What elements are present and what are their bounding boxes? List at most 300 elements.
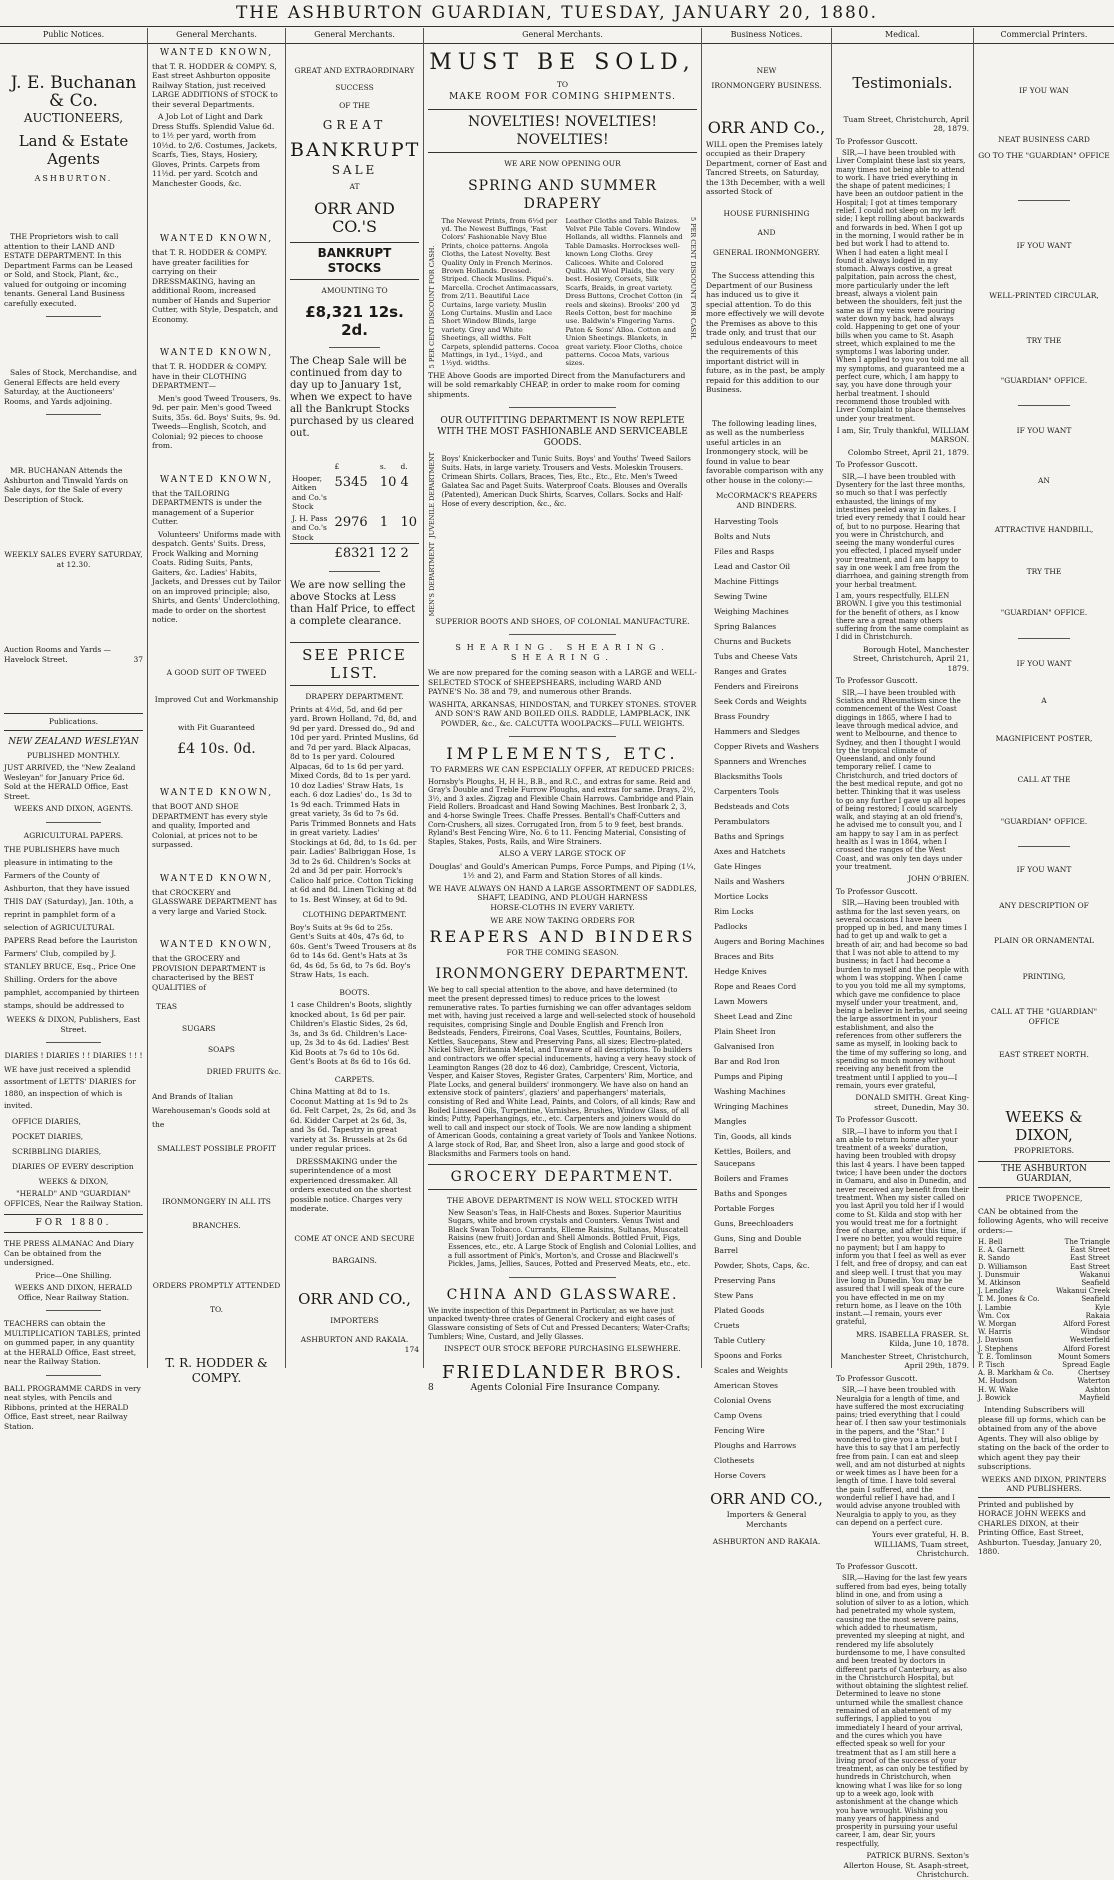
notice-signature: WEEKS & DIXON,	[38, 1176, 109, 1186]
list-item: Preserving Pans	[714, 1276, 776, 1285]
ad-text: We are now prepared for the coming season with a LARGE and WELL-SELECTED STOCK of SHEEPSHEARS, including WARD AND PAYNE'S No. 38 and 79, and numerous other Brands.	[428, 668, 697, 697]
testimonial-address: Manchester Street, Christchurch, April 29th, 1879.	[840, 1351, 969, 1371]
ad-text: that the GROCERY and PROVISION DEPARTMENT is characterised by the BEST QUALITIES of	[152, 954, 266, 992]
agent-row	[978, 1271, 1110, 1279]
list-item: Plated Goods	[714, 1306, 765, 1315]
list-item: Padlocks	[714, 922, 748, 931]
section-heading: FOR 1880.	[4, 1214, 143, 1233]
agent-place: The Triangle	[1064, 1238, 1110, 1246]
ad-headline: BANKRUPT	[290, 139, 421, 161]
agent-row	[978, 1345, 1110, 1353]
ad-heading: WANTED KNOWN,	[159, 940, 274, 950]
list-item: Mortice Locks	[714, 892, 769, 901]
agent-row	[978, 1312, 1110, 1320]
agent-name: P. Tisch	[978, 1361, 1005, 1370]
list-item: Spanners and Wrenches	[714, 757, 807, 766]
list-item: Bar and Rod Iron	[714, 1057, 780, 1066]
list-item: Carpenters Tools	[714, 787, 779, 796]
list-item: Gate Hinges	[714, 862, 762, 871]
advertiser-place: ASHBURTON.	[34, 173, 113, 183]
ad-line: IF YOU WANT	[1016, 865, 1072, 874]
ad-headline: NOVELTIES! NOVELTIES! NOVELTIES!	[428, 109, 697, 153]
agent-row	[978, 1353, 1110, 1361]
ad-headline: REAPERS AND BINDERS	[429, 926, 696, 946]
list-item: Ploughs and Harrows	[714, 1441, 797, 1450]
ad-headline: CHINA AND GLASSWARE.	[446, 1286, 679, 1303]
ad-line: SALE	[331, 163, 378, 177]
ad-text: DRESSMAKING under the superintendence of a most experienced dressmaker. All orders executed on the shortest possible notice. Charges very moderate.	[290, 1156, 412, 1213]
ad-text: And Brands of Italian Warehouseman's Goods sold at the	[152, 1092, 271, 1129]
testimonial-recipient: To Professor Guscott.	[836, 1561, 918, 1571]
list-item: Spoons and Forks	[714, 1351, 782, 1360]
agent-place: Rakaia	[1085, 1311, 1110, 1320]
ad-line: SUGARS	[182, 1023, 216, 1033]
ad-line: ASHBURTON AND RAKAIA.	[712, 1537, 821, 1546]
list-item: Rope and Reaes Cord	[714, 982, 797, 991]
agent-place: Alford Forest	[1063, 1344, 1110, 1353]
table-row: Hooper, Aitken and Co.'s Stock 5345 10 4	[292, 473, 409, 511]
ad-line: IF YOU WANT	[1016, 241, 1072, 250]
ad-firm: ORR AND CO.,	[298, 1289, 411, 1308]
ad-line: PLAIN OR ORNAMENTAL	[993, 936, 1094, 945]
list-item: Kettles, Boilers, and Saucepans	[714, 1147, 791, 1168]
list-item: Tubs and Cheese Vats	[714, 652, 798, 661]
ad-headline: IRONMONGERY DEPARTMENT.	[435, 966, 690, 983]
ad-text: WILL open the Premises lately occupied as their Drapery Department, corner of East and Tancred Streets, on Saturday, the 13th December, with a well assorted Stock of	[706, 139, 827, 196]
agent-place: Kyle	[1094, 1303, 1110, 1312]
section-heading: DRAPERY DEPARTMENT.	[305, 692, 404, 701]
ad-text: Hornsby's Ploughs, H, H H., B.B., and R.C., and extras for same. Reid and Gray's Double and Treble Furrow Ploughs, and extras for same. Drays, 2½, 3½, and 3 axles. Zigzag and Flexible Chain Harrows. Cambridge and Plain Field Rollers. Broadcast and Hand Sowing Machines. Best Ironbark 2, 3, and 4-horse Swingle Trees. Chaffe Presses. Bentall's Chaff-Cutters and Corn-Crushers, all sizes. Corrugated Iron, from 5 to 9 feet, best brands. Ryland's Best Fencing Wire, No. 6 to 11. Fencing Material, Consisting of Staples, Stakes, Posts, Rails, and Wire Strainers.	[428, 777, 696, 846]
ad-line: WE ARE NOW OPENING OUR	[504, 159, 621, 168]
agent-place: Windsor	[1080, 1328, 1110, 1337]
ad-text: We beg to call special attention to the above, and have determined (to meet the present depressed times) to reduce prices to the lowest remunerative rates. To parties furnishing we can offer advantages seldom met with, having just received a large and well-selected stock of household requisites, comprising Single and Double English and French Iron Bedsteads, Fenders, Fireirons, Coal Vases, Scuttles, Fountains, Boilers, Kettles, Saucepans, Stew and Preserving Pans, all sizes; Electro-plated, Nickel Silver, Britannia Metal, and Tinware of all descriptions. To builders and contractors we offer special inducements, having a very heavy stock of Leamington Ranges (28 doz to 46 doz), Cambridge, Crescent, Victoria, Vesper, and Kaiser Stoves, Register Grates, Carpenters' Rim, Mortice, and Plate Locks, and general builders' ironmongery. We have also on hand an extensive stock of painters', glaziers' and paperhangers' materials, consisting of Red and White Lead, Paints, and Colors, of all kinds; Raw and Boiled Linseed Oils, Turpentine, Varnishes, Brushes, Window Glass, of all kinds; Putty, Paperhangings, etc., etc. Carpenters and joiners would do well to call and inspect our stock of Tools. We are now landing a shipment of American Goods, containing a great variety of Tools and Yankee Notions. A large stock of Rod, Bar, and Sheet Iron, also a large and good stock of Blacksmiths and Farmers tools on hand.	[428, 986, 697, 1158]
agent-place: Wakanui	[1079, 1270, 1110, 1279]
column-general-merchants-2	[286, 28, 424, 1368]
ad-headline: OUR OUTFITTING DEPARTMENT IS NOW REPLETE WITH THE MOST FASHIONABLE AND SERVICEABLE GOODS.	[437, 416, 688, 449]
notice-signature: WEEKS & DIXON, Publishers, East Street.	[6, 1015, 141, 1034]
ad-line: ORDERS PROMPTLY ATTENDED TO.	[152, 1280, 281, 1314]
agent-name: M. Atkinson	[978, 1279, 1021, 1288]
section-heading: CARPETS.	[334, 1074, 375, 1084]
ad-text: that CROCKERY and GLASSWARE DEPARTMENT has a very large and Varied Stock.	[152, 887, 277, 916]
testimonial-recipient: To Professor Guscott.	[836, 886, 918, 896]
agent-name: R. Sando	[978, 1254, 1010, 1263]
ad-line: AMOUNTING TO	[321, 285, 388, 295]
list-item: Fencing Wire	[714, 1426, 765, 1435]
list-item: Seek Cords and Weights	[714, 697, 807, 706]
agent-name: J. Lambie	[978, 1303, 1012, 1312]
ad-text: that BOOT AND SHOE DEPARTMENT has every style and quality, Imported and Colonial, at prices not to be surpassed.	[152, 802, 268, 849]
agent-place: Alford Forest	[1063, 1320, 1110, 1329]
ad-line: TRY THE	[1026, 336, 1062, 345]
ad-line: WELL-PRINTED CIRCULAR,	[989, 290, 1099, 300]
ad-heading: WANTED KNOWN,	[159, 348, 274, 358]
agent-row	[978, 1279, 1110, 1287]
ad-line: CALL AT THE "GUARDIAN" OFFICE	[990, 1007, 1098, 1026]
column-header: General Merchants.	[148, 28, 285, 44]
agent-place: Wakanui Creek	[1056, 1287, 1110, 1296]
ad-amount: £8,321 12s. 2d.	[305, 303, 404, 339]
list-item: Spring Balances	[714, 622, 777, 631]
testimonial-signature: I am, Sir, Truly thankful, WILLIAM MARSON.	[836, 425, 969, 445]
testimonial-text: SIR,—I have been troubled with Liver Complaint these last six years, many times not being able to attend to work. I have tried everything in the shape of patent medicines; I have been an outdoor patient in the Hospital; I got at times temporary relief. I could not sleep on my left side; I kept rolling about backwards and forwards in bed. When I got up in the morning, I would rather be in bed but work I had to attend to. When I had eaten a light meal I found it always lodged in my stomach. Always costive, a great palpitation, pain across the chest, more particularly under the left breast, always a violent pain between the shoulders, felt just the same as if my veins were pouring water down my back, had always cold. Happening to get one of your bills when you came to St. Asaph street, which explained to me the symptoms I was laboring under. When I applied to you you told me all my symptoms, and guaranteed me a perfect cure, which, I am happy to say, you have done through your herbal treatment. I should recommend those troubled with Liver Complaint to place themselves under your treatment.	[836, 149, 969, 423]
agent-name: W. Harris	[978, 1328, 1012, 1337]
ad-text: THE Above Goods are imported Direct from the Manufacturers and will be sold remarkably CHEAP, in order to make room for coming shipments.	[428, 370, 686, 399]
agent-name: J. Stephens	[978, 1344, 1018, 1353]
agent-name: E. A. Garnett	[978, 1246, 1025, 1255]
agent-row	[978, 1295, 1110, 1303]
list-item: Hedge Knives	[714, 967, 767, 976]
ad-line: HOUSE FURNISHING	[723, 208, 810, 218]
ad-line: GREAT AND EXTRAORDINARY	[294, 65, 415, 75]
agent-name: M. Hudson	[978, 1377, 1018, 1386]
testimonial-text: SIR,—I have to inform you that I am able to return home after your treatment of a weeks' duration, having been troubled with dropsy this last 4 years. I have been tapped twice; I have been under the doctors in Oamaru, and also in Dunedin, and never received any benefit from their treatment. When my sister called on you last April you told her if I would come to St. Kilda and stop with her you would treat me for a fortnight free of charge, and after this time, if I were no better, you would require no payment; but I am happy to inform you that I feel as well as ever I felt, and free of dropsy, and can eat and sleep well. I trust that you may live long in Dunedin. You may be assured that I will speak of the cure you have effected in me on my return home, as I leave on the 10th instant.—I remain, yours ever grateful,	[836, 1127, 969, 1327]
testimonial-recipient: To Professor Guscott.	[836, 1115, 918, 1125]
testimonial-address: Borough Hotel, Manchester Street, Christchurch, April 21, 1879.	[853, 644, 969, 673]
notice-text: THE Proprietors wish to call attention to their LAND AND ESTATE DEPARTMENT. In this Department Farms can be Leased or Sold, and Stock, Plant, &c., valued for outgoing or incoming tenants. General Land Business carefully executed.	[4, 232, 133, 308]
column-header: General Merchants.	[286, 28, 423, 44]
ad-headline: SPRING AND SUMMER DRAPERY	[468, 177, 657, 212]
list-item: Blacksmiths Tools	[714, 772, 783, 781]
ad-line: IRONMONGERY IN ALL ITS BRANCHES.	[162, 1196, 271, 1230]
list-item: Mangles	[714, 1117, 747, 1126]
ad-text: Intending Subscribers will please fill up forms, which can be obtained from any of the above Agents. They will also oblige by stating on the back of the order to which agent they pay their subscriptions.	[978, 1405, 1109, 1472]
column-commercial-printers	[974, 28, 1114, 1557]
agent-row	[978, 1246, 1110, 1254]
column-header: General Merchants.	[424, 28, 701, 44]
list-item: Stew Pans	[714, 1291, 754, 1300]
ad-line: SUCCESS	[335, 83, 374, 92]
list-item: Sewing Twine	[714, 592, 768, 601]
ad-firm: ORR AND CO.'S	[314, 198, 395, 236]
publication-sub: PUBLISHED MONTHLY.	[26, 750, 121, 760]
ironmongery-list	[714, 516, 827, 1482]
list-item: Guns, Breechloaders	[714, 1219, 794, 1228]
ad-line: ALSO A VERY LARGE STOCK OF	[499, 849, 626, 859]
agent-row	[978, 1377, 1110, 1385]
table-row: J. H. Pass and Co.'s Stock 2976 1 10	[292, 513, 417, 542]
testimonial-recipient: To Professor Guscott.	[836, 136, 918, 146]
ad-line: Agents Colonial Fire Insurance Company.	[470, 1382, 661, 1393]
ad-line: GENERAL IRONMONGERY.	[713, 247, 820, 257]
list-item: Nails and Washers	[714, 877, 785, 886]
notice-text: WEEKLY SALES EVERY SATURDAY, at 12.30.	[4, 550, 143, 569]
testimonial-signature: Yours ever grateful, H. B. WILLIAMS, Tuam street, Christchurch.	[872, 1530, 969, 1559]
ad-line: "GUARDIAN" OFFICE.	[1000, 608, 1088, 617]
advertiser-role: AUCTIONEERS,	[23, 110, 124, 125]
ad-text: We are now selling the above Stocks at Less than Half Price, to effect a complete clearance.	[290, 580, 416, 627]
list-item: Colonial Ovens	[714, 1396, 772, 1405]
testimonial-signature: DONALD SMITH. Great King-street, Dunedin, May 30.	[855, 1093, 969, 1112]
ad-firm: T. R. HODDER & COMPY.	[165, 1355, 268, 1385]
agent-place: East Street	[1070, 1262, 1110, 1271]
list-item: Clothesets	[714, 1456, 755, 1465]
agent-row	[978, 1361, 1110, 1369]
testimonial-text: SIR,—Having for the last few years suffered from bad eyes, being totally blind in one, and from using a solution of silver to as a lotion, which had penetrated my whole system, causing me the most severe pains, which added to rheumatism, prevented my sleeping at night, and rendered my life absolutely burdensome to me, I have consulted and been treated by doctors in different parts of Canterbury, as also in the Christchurch Hospital, but without obtaining the slightest relief. Determined to leave no stone unturned while the smallest chance remained of an abatement of my sufferings, I applied to you immediately I heard of your arrival, and the cures which you have effected speak so well for your treatment that as I am still here a living proof of the success of your treatment, as can only be testified by hundreds in Christchurch, when knowing what I was like for so long up to a week ago, look with astonishment at the change which you have wrought. Wishing you many years of happiness and prosperity in pursuing your useful career, I am, dear Sir, yours respectfully,	[836, 1574, 969, 1848]
agent-name: H. Bell	[978, 1238, 1003, 1246]
ad-firm: ORR AND CO.,	[710, 1490, 823, 1508]
agent-row	[978, 1238, 1110, 1246]
list-item: Bolts and Nuts	[714, 532, 771, 541]
notice-signature: WEEKS AND DIXON, HERALD Office, Near Railway Station.	[14, 1283, 133, 1302]
advertiser-name: J. E. Buchanan & Co.	[10, 72, 137, 111]
column-general-merchants-3	[424, 28, 702, 1393]
ad-line: HORSE-CLOTHS IN EVERY VARIETY.	[490, 902, 635, 912]
agent-row	[978, 1386, 1110, 1394]
department-label: MEN'S DEPARTMENT	[428, 542, 436, 617]
ad-text: that T. R. HODDER & COMPY. S, East street Ashburton opposite Railway Station, just received LARGE ADDITIONS of STOCK to their several Departments.	[152, 61, 278, 109]
agent-row	[978, 1263, 1110, 1271]
ad-text: CAN be obtained from the following Agents, who will receive orders:—	[978, 1206, 1109, 1235]
list-item: Scales and Weights	[714, 1366, 788, 1375]
ad-line: Improved Cut and Workmanship	[154, 695, 279, 704]
agent-name: J. Dunsmuir	[978, 1270, 1020, 1279]
agent-name: T. M. Jones & Co.	[978, 1295, 1040, 1304]
ad-list: Boys' Knickerbocker and Tunic Suits. Boys' and Youths' Tweed Sailors Suits. Hats, in large variety. Trousers and Vests. Moleskin Trousers. Crimean Shirts. Collars, Braces, Ties, Etc., Etc., Etc. Men's Tweed Galatea Sac and Paget Suits. Waterproof Coats. Blouses and Overalls (Patented), American Duck Shirts, Scarves, Collars. Socks and Half-Hose of every description, &c., &c.	[441, 455, 691, 509]
discount-note: 5 PER CENT DISCOUNT FOR CASH.	[689, 216, 697, 340]
ad-line: TO FARMERS WE CAN ESPECIALLY OFFER, AT REDUCED PRICES:	[430, 765, 695, 775]
notice-signature: WEEKS AND DIXON, AGENTS.	[13, 804, 134, 813]
notice-text: Price—One Shilling.	[35, 1270, 112, 1280]
list-item: Files and Rasps	[714, 547, 774, 556]
ad-line: A	[1041, 696, 1047, 705]
testimonial-signature: JOHN O'BRIEN.	[908, 874, 969, 884]
ad-line: IMPORTERS	[330, 1315, 379, 1325]
agent-place: East Street	[1070, 1254, 1110, 1263]
ad-line: PRICE TWOPENCE,	[1005, 1194, 1083, 1203]
column-header: Business Notices.	[702, 28, 831, 44]
ad-line: AN	[1038, 475, 1050, 485]
ad-line: SOAPS	[208, 1045, 235, 1054]
list-item: Guns, Sing and Double Barrel	[714, 1234, 802, 1255]
column-public-notices	[0, 28, 148, 1431]
notice-text: THE PUBLISHERS have much pleasure in intimating to the Farmers of the County of Ashburton, that they have issued THIS DAY (Saturday), Jan. 10th, a reprint in pamphlet form of a selection of AGRICULTURAL PAPERS Read before the Lauriston Farmers' Club, compiled by J. STANLEY BRUCE, Esq., Price One Shilling. Orders for the above pamphlet, accompanied by thirteen stamps, should be addressed to	[4, 845, 140, 1010]
list-item: Baths and Sponges	[714, 1189, 787, 1198]
agent-place: Chertsey	[1078, 1369, 1110, 1378]
testimonial-text: SIR,—I have been troubled with Dysentery for the last three months, so much so that I was perfectly exhausted, the linings of my intestines peeled away in flakes. I tried every remedy that I could hear of, but to no purpose. Hearing that you were in Christchurch, and seeing the many wonderful cures you effected, I placed myself under your treatment, and I am happy to say in one week I am free from the diarrhoea, and gaining strength from your herbal treatment.	[836, 472, 969, 589]
notice-text: WE have just received a splendid assortment of LETTS' DIARIES for 1880, an inspection of which is invited.	[4, 1064, 136, 1110]
ad-line: NEW	[756, 65, 777, 75]
list-item: American Stoves	[714, 1381, 779, 1390]
section-heading: CLOTHING DEPARTMENT.	[302, 910, 407, 919]
ad-headline: SEE PRICE LIST.	[290, 642, 419, 686]
ad-line: SUPERIOR BOOTS AND SHOES, OF COLONIAL MANUFACTURE.	[435, 616, 690, 626]
ad-heading: WANTED KNOWN,	[159, 47, 274, 58]
list-item: Braces and Bits	[714, 952, 774, 961]
list-item: Wringing Machines	[714, 1102, 789, 1111]
ad-headline: SHEARING. SHEARING. SHEARING.	[455, 643, 670, 662]
publication-title: NEW ZEALAND WESLEYAN	[8, 736, 139, 747]
list-item: Axes and Hatchets	[714, 847, 786, 856]
ad-line: WE HAVE ALWAYS ON HAND A LARGE ASSORTMENT OF SADDLES, SHAFT, LEADING, AND PLOUGH HARNESS	[428, 883, 697, 903]
agent-name: J. Lendlay	[978, 1287, 1013, 1296]
testimonial-recipient: To Professor Guscott.	[836, 460, 918, 470]
ad-line: PRINTING,	[1022, 971, 1066, 981]
section-heading: DIARIES ! DIARIES ! ! DIARIES ! ! !	[4, 1051, 143, 1060]
imprint: Printed and published by HORACE JOHN WEEKS and CHARLES DIXON, at their Printing Office, East Street, Ashburton. Tuesday, January 20, 1880.	[978, 1497, 1110, 1557]
ad-line: GREAT	[322, 118, 387, 132]
ad-line: ANY DESCRIPTION OF	[999, 900, 1089, 910]
ad-line: TO	[556, 79, 569, 89]
testimonial-address: Colombo Street, April 21, 1879.	[847, 447, 969, 457]
ad-text: A Job Lot of Light and Dark Dress Stuffs. Splendid Value 6d. to 1½ per yard, worth from 10½d. to 2/6. Costumes, Jackets, Scarfs, Ties, Stays, Hosiery, Gloves, Prints. Carpets from 11½d. per yard. Scotch and Manchester Goods, &c.	[152, 112, 278, 188]
list-item: OFFICE DIARIES,	[12, 1116, 81, 1126]
list-item: Portable Forges	[714, 1204, 775, 1213]
ad-line: EAST STREET NORTH.	[999, 1050, 1089, 1059]
ad-text: Volunteers' Uniforms made with despatch. Gents' Suits. Dress, Frock Walking and Morning Coats. Riding Suits, Pants, Gaiters, &c. Ladies' Habits, Jackets, and Dresses cut by Tailor on an improved principle; also, Shirts, and Gents' Underclothing, made to order on the shortest notice.	[152, 529, 281, 624]
column-business-notices	[702, 28, 832, 1546]
ad-line: IRONMONGERY BUSINESS.	[711, 81, 822, 90]
ad-text: 1 case Children's Boots, slightly knocked about, 1s 6d per pair. Children's Elastic Sides, 2s 6d, 3s, and 3s 6d. Children's Lace-up, 2s 3d to 4s 6d. Ladies' Best Kid Boots at 7s 6d to 10s 6d. Gent's Boots at 8s 6d to 16s 6d.	[290, 1000, 412, 1066]
list-item: Sheet Lead and Zinc	[714, 1012, 793, 1021]
ad-line: IF YOU WAN	[1019, 85, 1069, 95]
ad-text: that the TAILORING DEPARTMENTS is under the management of a Superior Cutter.	[152, 488, 262, 526]
section-title: Testimonials.	[852, 73, 953, 92]
agent-place: Seafield	[1081, 1295, 1110, 1304]
section-heading: Publications.	[4, 713, 143, 731]
ad-list: The Newest Prints, from 6½d per yd. The Newest Buffings, 'Fast Colors' Fashionable Navy Blue Prints, choice patterns. Angola Cloths, the Latest Novelty. Best Quality Only in French Merinos. Brown Hollands. Dressed. Striped. Check Muslins. Piqué's. Marcella. Crochet Antimacassars, from 2/11. Beautiful Lace Curtains, large variety. Muslin Long Curtains. Muslin and Lace Short Window Blinds, large variety. Grey and White Sheetings, all widths. Felt Carpets, splendid patterns. Cocoa Mattings, in 1yd., 1¼yd., and 1½yd. widths.	[441, 216, 559, 368]
ad-text: China Matting at 8d to 1s. Coconut Matting at 1s 9d to 2s 6d. Felt Carpet, 2s, 2s 6d, and 3s 6d. Kidder Carpet at 2s 6d, 3s, and 3s 6d. Tapestry in great variety at 3s. Brussels at 2s 6d under regular prices.	[290, 1087, 417, 1153]
ad-line: CALL AT THE	[1017, 775, 1071, 784]
agent-place: Mount Somers	[1057, 1352, 1110, 1361]
ad-line: WE ARE NOW TAKING ORDERS FOR	[490, 916, 635, 926]
ad-signature: WEEKS AND DIXON, PRINTERS AND PUBLISHERS.	[981, 1474, 1107, 1494]
ad-headline: BANKRUPT STOCKS	[290, 242, 419, 280]
ad-line: Importers & General Merchants	[726, 1510, 807, 1529]
agent-place: Spread Eagle	[1062, 1361, 1110, 1370]
ad-text: Douglas' and Gould's American Pumps, Force Pumps, and Piping (1¼, 1½ and 2), and Farm and Station Stores of all kinds.	[429, 861, 696, 881]
agent-row	[978, 1320, 1110, 1328]
ad-text: New Season's Teas, in Half-Chests and Boxes. Superior Mauritius Sugars, white and brown crystals and Counters. Venus Twist and Black Swan Tobacco. Currants, Elleme Raisins, Sultanas, Muscatell Raisins (new fruit) Jordan and Shell Almonds. Bottled Fruit, Figs, Essences, etc., etc. A Large Stock of English and Colonial Lollies, and a full assortment of Pink's, Morton's, and Crosse and Blackwell's Pickles, Jams, Jellies, Sauces, Potted and Preserved Meats, etc., etc.	[448, 1208, 697, 1269]
agent-row	[978, 1336, 1110, 1344]
table-row: £8321 12 2	[290, 544, 419, 564]
ad-text: The Success attending this Department of our Business has induced us to give it special attention. To do this more effectively we will devote the Premises as above to this trade only, and trust that our sedulous endeavours to meet the requirements of this important district will in future, as in the past, be amply repaid for this addition to our Business.	[706, 271, 825, 394]
agent-name: J. Davison	[978, 1336, 1014, 1345]
ad-line: "GUARDIAN" OFFICE.	[1000, 816, 1088, 826]
page-columns	[0, 28, 1114, 1880]
section-heading: BOOTS.	[339, 987, 370, 997]
list-item: Copper Rivets and Washers	[714, 742, 819, 751]
notice-text: THE PRESS ALMANAC And Diary Can be obtained from the undersigned.	[4, 1239, 134, 1267]
column-medical	[832, 28, 974, 1880]
agent-place: Seafield	[1081, 1279, 1110, 1288]
ad-number: 174	[404, 1344, 419, 1354]
ad-heading: WANTED KNOWN,	[159, 234, 274, 244]
ad-line: MAKE ROOM FOR COMING SHIPMENTS.	[449, 92, 676, 102]
masthead: THE ASHBURTON GUARDIAN, TUESDAY, JANUARY 20, 1880.	[0, 0, 1114, 27]
notice-signature: "HERALD" AND "GUARDIAN" OFFICES, Near the Railway Station.	[4, 1189, 143, 1208]
advertiser-role-2: Land & Estate Agents	[18, 131, 129, 168]
ad-firm: WEEKS & DIXON,	[1005, 1107, 1083, 1144]
list-item: Harvesting Tools	[714, 517, 779, 526]
ad-line: GO TO THE "GUARDIAN" OFFICE	[978, 150, 1110, 160]
testimonial-text: SIR,—I have been troubled with Neuralgia for a length of time, and have suffered the most excruciating pains; tried everything that I could hear of. I then saw your testimonials in the papers, and the "Star." I wondered to give you a trial, but I have this to say that I am perfectly free from pain. I can eat and sleep well, and am not disturbed at nights or week times as I have been for a length of time. I have told several the pain I suffered, and the wonderful relief I have had, and I would advise anyone troubled with Neuralgia to apply to you, as they can depend on a perfect cure.	[836, 1386, 967, 1527]
list-item: Ranges and Grates	[714, 667, 787, 676]
list-item: Pumps and Piping	[714, 1072, 783, 1081]
list-item: DIARIES OF EVERY description	[12, 1161, 134, 1171]
ad-line: ATTRACTIVE HANDBILL,	[994, 525, 1094, 534]
testimonial-address: Tuam Street, Christchurch, April 28, 1879.	[843, 114, 969, 133]
section-heading: THE ASHBURTON GUARDIAN,	[978, 1161, 1110, 1188]
list-item: Table Cutlery	[714, 1336, 766, 1345]
ad-headline: GROCERY DEPARTMENT.	[428, 1164, 697, 1190]
column-header: Public Notices.	[0, 28, 147, 44]
section-heading: AGRICULTURAL PAPERS.	[23, 830, 124, 840]
list-item: Horse Covers	[714, 1471, 766, 1480]
ad-line: IF YOU WANT	[1016, 426, 1072, 435]
testimonial-signature: I am, yours respectfully, ELLEN BROWN. I give you this testimonial for the benefit of others, as I know there are a great many others suffering from the same complaint as I did in Christchurch.	[836, 591, 969, 642]
ad-headline: MUST BE SOLD,	[429, 49, 696, 75]
ad-line: DRIED FRUITS &c.	[206, 1066, 281, 1076]
ad-line: TRY THE	[1026, 566, 1062, 576]
agent-row	[978, 1254, 1110, 1262]
list-item: Bedsteads and Cots	[714, 802, 790, 811]
ad-number: 8	[428, 1382, 434, 1393]
ad-line: FOR THE COMING SEASON.	[506, 947, 619, 957]
notice-text: BALL PROGRAMME CARDS in very neat styles, with Pencils and Ribbons, printed at the HERALD Office, East street, near Railway Station.	[4, 1383, 141, 1431]
ad-line: "GUARDIAN" OFFICE.	[1000, 375, 1088, 385]
list-item: Camp Ovens	[714, 1411, 763, 1420]
agent-name: H. W. Wake	[978, 1385, 1019, 1394]
list-item: POCKET DIARIES,	[12, 1131, 84, 1141]
column-header: Commercial Printers.	[974, 28, 1114, 44]
notice-text: JUST ARRIVED, the "New Zealand Wesleyan" for January Price 6d. Sold at the HERALD Office, East Street.	[4, 763, 136, 801]
department-label: JUVENILE DEPARTMENT	[428, 452, 436, 539]
agent-place: East Street	[1070, 1246, 1110, 1255]
ad-heading: WANTED KNOWN,	[159, 873, 274, 884]
agent-place: Waterton	[1077, 1377, 1110, 1386]
ad-text: Men's good Tweed Trousers, 9s. 9d. per pair. Men's good Tweed Suits, 35s. 6d. Boys' Suits, 9s. 9d. Tweeds—English, Scotch, and Colonial; 92 pieces to choose from.	[152, 393, 281, 450]
testimonial-text: SIR,—I have been troubled with Sciatica and Rheumatism since the commencement of the West Coast diggings in 1865, where I had to leave through medical advice, and went to Melbourne, and thence to Sydney, and then I thought I would try the tropical climate of Queensland, and only found temporary relief. I came to Christchurch, and tried doctors of the best medical repute, and got no better. Thinking that it was useless to go any further I gave up all hopes of being restored; I could scarcely walk, and staying at an old friend's, he advised me to consult you, and I am happy to say I am in as perfect health as I was in 1864, when I crossed the ranges of the West Coast, and was only ten days under your treatment.	[836, 688, 966, 871]
list-item: Lawn Mowers	[714, 997, 768, 1006]
agent-place: Westerfield	[1069, 1336, 1110, 1345]
list-item: Augers and Boring Machines	[714, 937, 825, 946]
agent-name: Wm. Cox	[978, 1311, 1010, 1320]
testimonial-signature: MRS. ISABELLA FRASER. St. Kilda, June 10, 1878.	[855, 1329, 969, 1349]
ad-line: PROPRIETORS.	[1013, 1145, 1075, 1155]
agent-place: Mayfield	[1079, 1393, 1110, 1402]
agent-row	[978, 1287, 1110, 1295]
agent-name: W. Morgan	[978, 1320, 1017, 1329]
ad-firm: ORR AND Co.,	[707, 117, 826, 137]
ad-line: ASHBURTON AND RAKAIA.	[300, 1335, 409, 1344]
ad-text: that T. R. HODDER & COMPY. have in their CLOTHING DEPARTMENT—	[152, 362, 268, 390]
list-item: Machine Fittings	[714, 577, 779, 586]
ad-line: SMALLEST POSSIBLE PROFIT	[157, 1144, 276, 1153]
ad-line: COME AT ONCE AND SECURE BARGAINS.	[294, 1233, 415, 1265]
ad-text: WASHITA, ARKANSAS, HINDOSTAN, and TURKEY STONES. STOVER AND SON'S RAW AND BOILED OILS. RADDLE, LAMPBLACK, INK POWDER, &c., &c. CALCUTTA WOOLPACKS—FULL WEIGHTS.	[428, 699, 697, 728]
ad-heading: WANTED KNOWN,	[159, 474, 274, 485]
list-item: Galvanised Iron	[714, 1042, 775, 1051]
testimonial-text: SIR,—Having been troubled with asthma for the last seven years, on several occasions I have been propped up in bed, and many times I had to get up and walk to get a breath of air, and had become so bad that I was not able to attend to my business; in fact I had become a burden to myself and the people with whom I was stopping. When I came to you you told me all my symptoms, which gave me confidence to place myself under your treatment, and, being a believer in herbs, and seeing the large assortment in your establishment, and also the references from other sufferers the same as myself, in looking back to the time of my suffering so long, and spending so much money without receiving any benefit from the treatment until I applied to you—I remain, yours ever grateful,	[836, 899, 969, 1090]
ad-headline: IMPLEMENTS, ETC.	[446, 744, 679, 764]
ad-text: The following leading lines, as well as the numberless useful articles in an Ironmongery stock, will be found in value to bear favorable comparison with any other house in the colony:—	[706, 418, 824, 485]
notice-text: TEACHERS can obtain the MULTIPLICATION TABLES, printed on gummed paper, in any quantity at the HERALD Office, East street, near the Railway Station.	[4, 1319, 141, 1366]
notice-text: MR. BUCHANAN Attends the Ashburton and Tinwald Yards on Sale days, for the Sale of every Description of Stock.	[4, 466, 129, 504]
ad-line: TEAS	[156, 1002, 178, 1011]
testimonial-recipient: To Professor Guscott.	[836, 1373, 918, 1383]
ad-line: A GOOD SUIT OF TWEED	[166, 667, 267, 677]
list-item: Fenders and Fireirons	[714, 682, 799, 691]
ad-price: £4 10s. 0d.	[177, 741, 256, 757]
agents-list	[978, 1238, 1110, 1402]
list-item: Weighing Machines	[714, 607, 789, 616]
list-item: Cruets	[714, 1321, 740, 1330]
stock-figures: £ s. d. Hooper, Aitken and Co.'s Stock 5345 10 4 J. H. Pass and Co.'s Stock 2976 1 10 £8321 12 2	[292, 462, 417, 561]
list-item: Washing Machines	[714, 1087, 786, 1096]
column-general-merchants-1	[148, 28, 286, 1385]
ad-text: Prints at 4½d, 5d, and 6d per yard. Brown Holland, 7d, 8d, and 9d per yard. Dressed do., 9d and 10d per yard. Printed Muslins, 6d and 7d per yard. Black Alpacas, 8d to 1s per yard. Coloured Alpacas, 6d to 1s 6d per yard. Mixed Cords, 8d to 1s per yard. 10 doz Ladies' Straw Hats, 1s each. 6 doz Ladies' do., 1s 3d to 1s 9d each. Trimmed Hats in great variety, 3s 6d to 7s 6d. Paris Trimmed Bonnets and Hats in great variety. Ladies' Stockings at 6d, 8d, to 1s 6d. per pair. Ladies' Balbriggan Hose, 1s 3d to 2s 6d. Children's Socks at 2d and 3d per pair. Horrock's Calico half price. Cotton Ticking at 6d and 8d. Linen Ticking at 8d to 1s. Best Winsey, at 6d to 9d.	[290, 704, 419, 904]
